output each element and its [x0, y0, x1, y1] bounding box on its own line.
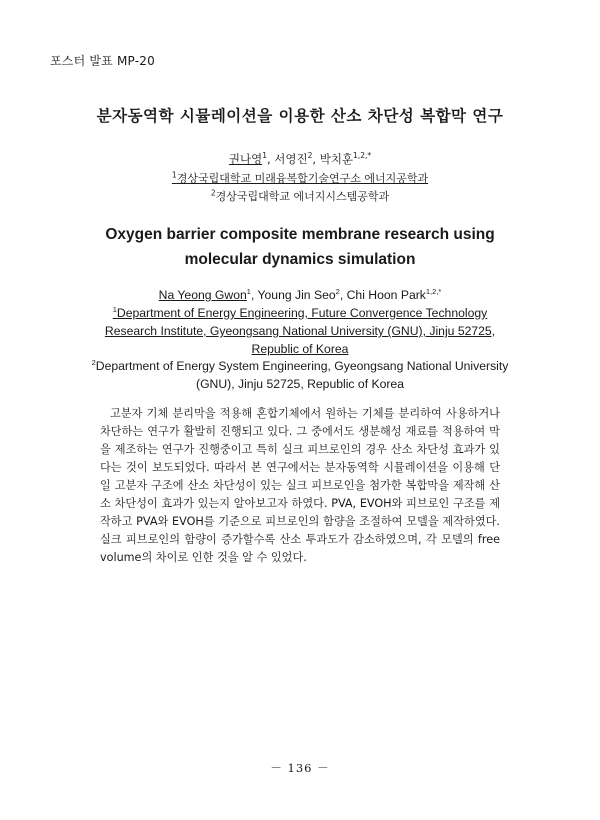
- affiliation-2-en-sup: 2: [91, 357, 96, 367]
- affiliation-2-en-line-2: (GNU), Jinju 52725, Republic of Korea: [196, 377, 404, 391]
- author-2-ko: 서영진: [274, 152, 308, 166]
- author-2-ko-sup: 2: [307, 151, 313, 161]
- affiliation-1-en-sup: 1: [112, 304, 117, 314]
- korean-affiliation-1: [0, 170, 600, 186]
- author-1-ko: 권나영: [228, 152, 263, 166]
- english-authors: [0, 286, 600, 304]
- english-title: [0, 222, 600, 272]
- affiliation-2-en-line-1: Department of Energy System Engineering, Gyeongsang National University: [95, 359, 509, 373]
- english-title-line-2: molecular dynamics simulation: [184, 251, 416, 268]
- separator: ,: [339, 288, 347, 302]
- session-label: 포스터 발표 MP-20: [50, 54, 155, 68]
- author-1-en: Na Yeong Gwon: [158, 288, 247, 302]
- affiliation-2-ko-sup: 2: [210, 188, 216, 198]
- affiliation-1-ko-text: 경상국립대학교 미래융복합기술연구소 에너지공학과: [176, 172, 429, 185]
- author-1-en-sup: 1: [246, 286, 251, 296]
- affiliation-1-en-line-3: Republic of Korea: [251, 342, 349, 356]
- separator: ,: [266, 152, 275, 166]
- korean-authors: [0, 151, 600, 167]
- author-3-ko-sup: 1,2,*: [353, 151, 372, 161]
- affiliation-1-ko-sup: 1: [171, 170, 177, 180]
- page-number: － 136 －: [270, 761, 330, 775]
- korean-title: 분자동역학 시뮬레이션을 이용한 산소 차단성 복합막 연구: [96, 107, 504, 125]
- korean-affiliation-2: [0, 188, 600, 204]
- author-1-ko-sup: 1: [262, 151, 267, 161]
- affiliation-2-ko-text: 경상국립대학교 에너지시스템공학과: [215, 190, 390, 203]
- english-affiliation-1: [0, 304, 600, 358]
- author-2-en-sup: 2: [335, 286, 340, 296]
- english-title-line-1: Oxygen barrier composite membrane research using: [105, 226, 495, 243]
- author-2-en: Young Jin Seo: [257, 288, 336, 302]
- affiliation-1-en-line-2: Research Institute, Gyeongsang National University (GNU), Jinju 52725,: [104, 324, 496, 338]
- abstract-body: 고분자 기체 분리막을 적용해 혼합기체에서 원하는 기체를 분리하여 사용하거나 차단하는 연구가 활발히 진행되고 있다. 그 중에서도 생분해성 재료를 적용하여 막을 제조하는 연구가 진행중이고 특히 실크 피브로인의 경우 산소 차단성 효과가 있다는 것이 보도되었다. 따라서 본 연구에서는 분자동역학 시뮬레이션을 이용해 단일 고분자 구조에 산소 차단성이 있는 실크 피브로인을 첨가한 복합막을 제작해 산소 차단성이 효과가 있는지 알아보고자 하였다. PVA, EVOH와 피브로인 구조를 제작하고 PVA와 EVOH를 기준으로 피브로인의 함량을 조절하여 모델을 제작하였다. 실크 피브로인의 함량이 증가할수록 산소 투과도가 감소하였으며, 각 모델의 free volume의 차이로 인한 것을 알 수 있었다.: [100, 407, 500, 564]
- separator: ,: [250, 288, 258, 302]
- english-affiliation-2: [0, 357, 600, 393]
- separator: ,: [312, 152, 320, 166]
- author-3-en: Chi Hoon Park: [346, 288, 426, 302]
- author-3-ko: 박치훈: [319, 152, 354, 166]
- affiliation-1-en-line-1: Department of Energy Engineering, Future Convergence Technology: [116, 306, 488, 320]
- author-3-en-sup: 1,2,*: [425, 286, 442, 296]
